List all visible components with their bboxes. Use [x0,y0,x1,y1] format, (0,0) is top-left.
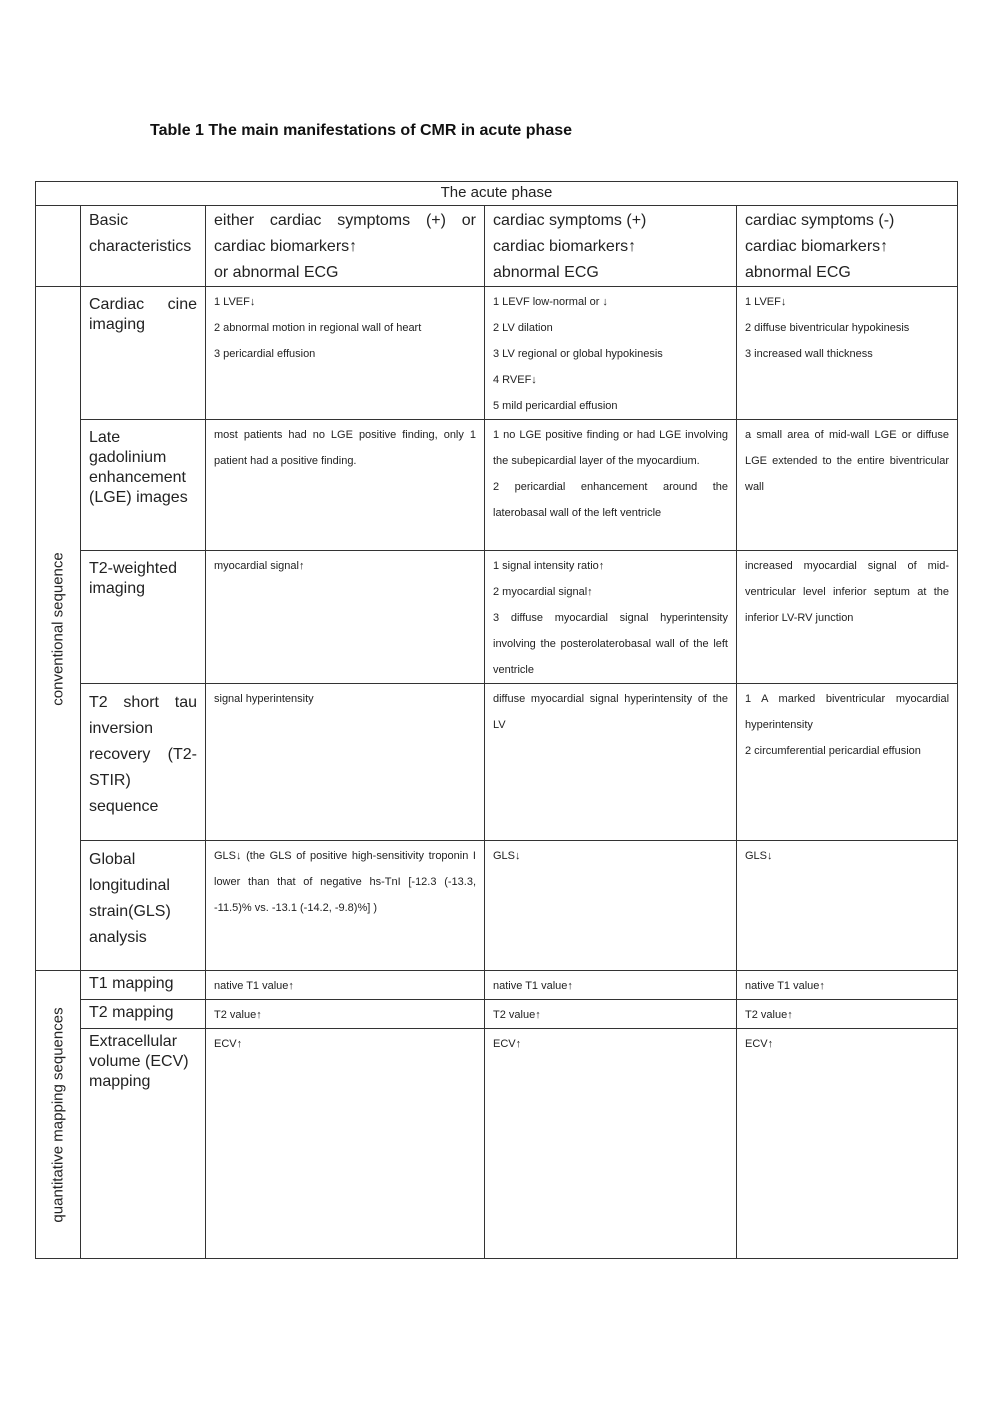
cell [485,1000,737,1029]
cell [737,841,958,971]
cell [737,971,958,1000]
cell-line: most patients had no LGE positive finding, only 1 patient had a positive finding. [214,429,476,467]
empty-corner-cell [36,206,81,287]
cell-line: native T1 value↑ [214,980,294,992]
group-quantitative-label: quantitative mapping sequences [49,1006,67,1223]
cell-line: ECV↑ [493,1038,522,1050]
row-label: Global longitudinal strain(GLS) analysis [81,841,206,971]
cell [737,551,958,684]
cell-line: 1 LVEF↓ [745,296,787,308]
cell [485,841,737,971]
cell [737,1029,958,1259]
cell-line: native T1 value↑ [493,980,573,992]
header-col2 [485,206,737,287]
cell [206,551,485,684]
header-col1 [206,206,485,287]
cell-line: T2 value↑ [745,1009,793,1021]
cell [485,971,737,1000]
row-label: T2 mapping [81,1000,206,1029]
phase-header: The acute phase [36,182,958,206]
row-label: T1 mapping [81,971,206,1000]
cell-line: 1 no LGE positive finding or had LGE involving the subepicardial layer of the myocardium. [493,429,728,467]
cell-line: 1 LEVF low-normal or ↓ [493,296,608,308]
header-col3 [737,206,958,287]
cell-line: T2 value↑ [214,1009,262,1021]
cell-line: ECV↑ [745,1038,774,1050]
cell-line: abnormal ECG [745,264,851,281]
cell-line: 2 diffuse biventricular hypokinesis [745,322,910,334]
cell [485,1029,737,1259]
cell [206,841,485,971]
row-label: Late gadolinium enhancement (LGE) images [81,420,206,551]
cell-line: abnormal ECG [493,264,599,281]
cell-line: native T1 value↑ [745,980,825,992]
table-title: Table 1 The main manifestations of CMR in acute phase [150,122,573,139]
cell-line: increased myocardial signal of mid-ventricular level inferior septum at the inferior LV-RV junction [745,560,950,624]
cell-line: 2 LV dilation [493,322,553,334]
cmr-table [35,181,958,1259]
cell-line: cardiac biomarkers↑ [745,238,889,255]
cell [737,684,958,841]
row-label: Extracellular volume (ECV) mapping [81,1029,206,1259]
row-label: T2 short tau inversion recovery (T2-STIR) sequence [81,684,206,841]
row-label: Cardiac cine imaging [81,287,206,420]
cell-line: 5 mild pericardial effusion [493,400,618,412]
cell-line: a small area of mid-wall LGE or diffuse LGE extended to the entire biventricular wall [745,429,950,493]
cell [206,420,485,551]
cell [485,551,737,684]
cell-line: GLS↓ [745,850,773,862]
cell [206,287,485,420]
cell-line: 3 diffuse myocardial signal hyperintensity involving the posterolaterobasal wall of the left ventricle [493,612,728,676]
group-quantitative [36,971,81,1259]
cell-line: 3 increased wall thickness [745,348,873,360]
cell-line: T2 value↑ [493,1009,541,1021]
group-conventional [36,287,81,971]
cell-line: 3 pericardial effusion [214,348,316,360]
header-label: Basic characteristics [81,206,206,287]
cell-line: 1 signal intensity ratio↑ [493,560,605,572]
cell-line: ECV↑ [214,1038,243,1050]
cell-line: GLS↓ (the GLS of positive high-sensitivity troponin I lower than that of negative hs-TnI [-12.3 (-13.3, -11.5)% vs. -13.1 (-14.2, -9.8)%] ) [214,850,476,914]
cell-line: 1 A marked biventricular myocardial hyperintensity [745,693,950,731]
group-conventional-label: conventional sequence [49,551,67,706]
cell-line: myocardial signal↑ [214,560,305,572]
row-label: T2-weighted imaging [81,551,206,684]
cell-line: diffuse myocardial signal hyperintensity of the LV [493,693,728,731]
cell-line: cardiac symptoms (+) [493,212,647,229]
cell [737,287,958,420]
cell [485,287,737,420]
cell [206,971,485,1000]
cell-line: signal hyperintensity [214,693,314,705]
cell-line: 2 circumferential pericardial effusion [745,745,921,757]
cell-line: 2 pericardial enhancement around the laterobasal wall of the left ventricle [493,481,728,519]
cell [206,1029,485,1259]
cell-line: 3 LV regional or global hypokinesis [493,348,663,360]
cell-line: 4 RVEF↓ [493,374,537,386]
cell-line: or abnormal ECG [214,264,339,281]
cell-line: 2 myocardial signal↑ [493,586,593,598]
cell-line: either cardiac symptoms (+) or cardiac biomarkers↑ [214,212,476,255]
cell [737,420,958,551]
cell-line: 1 LVEF↓ [214,296,256,308]
cell [485,420,737,551]
cell [737,1000,958,1029]
cell [485,684,737,841]
cell-line: cardiac biomarkers↑ [493,238,637,255]
cell-line: GLS↓ [493,850,521,862]
cell [206,1000,485,1029]
cell-line: 2 abnormal motion in regional wall of heart [214,322,422,334]
cell [206,684,485,841]
cell-line: cardiac symptoms (-) [745,212,895,229]
